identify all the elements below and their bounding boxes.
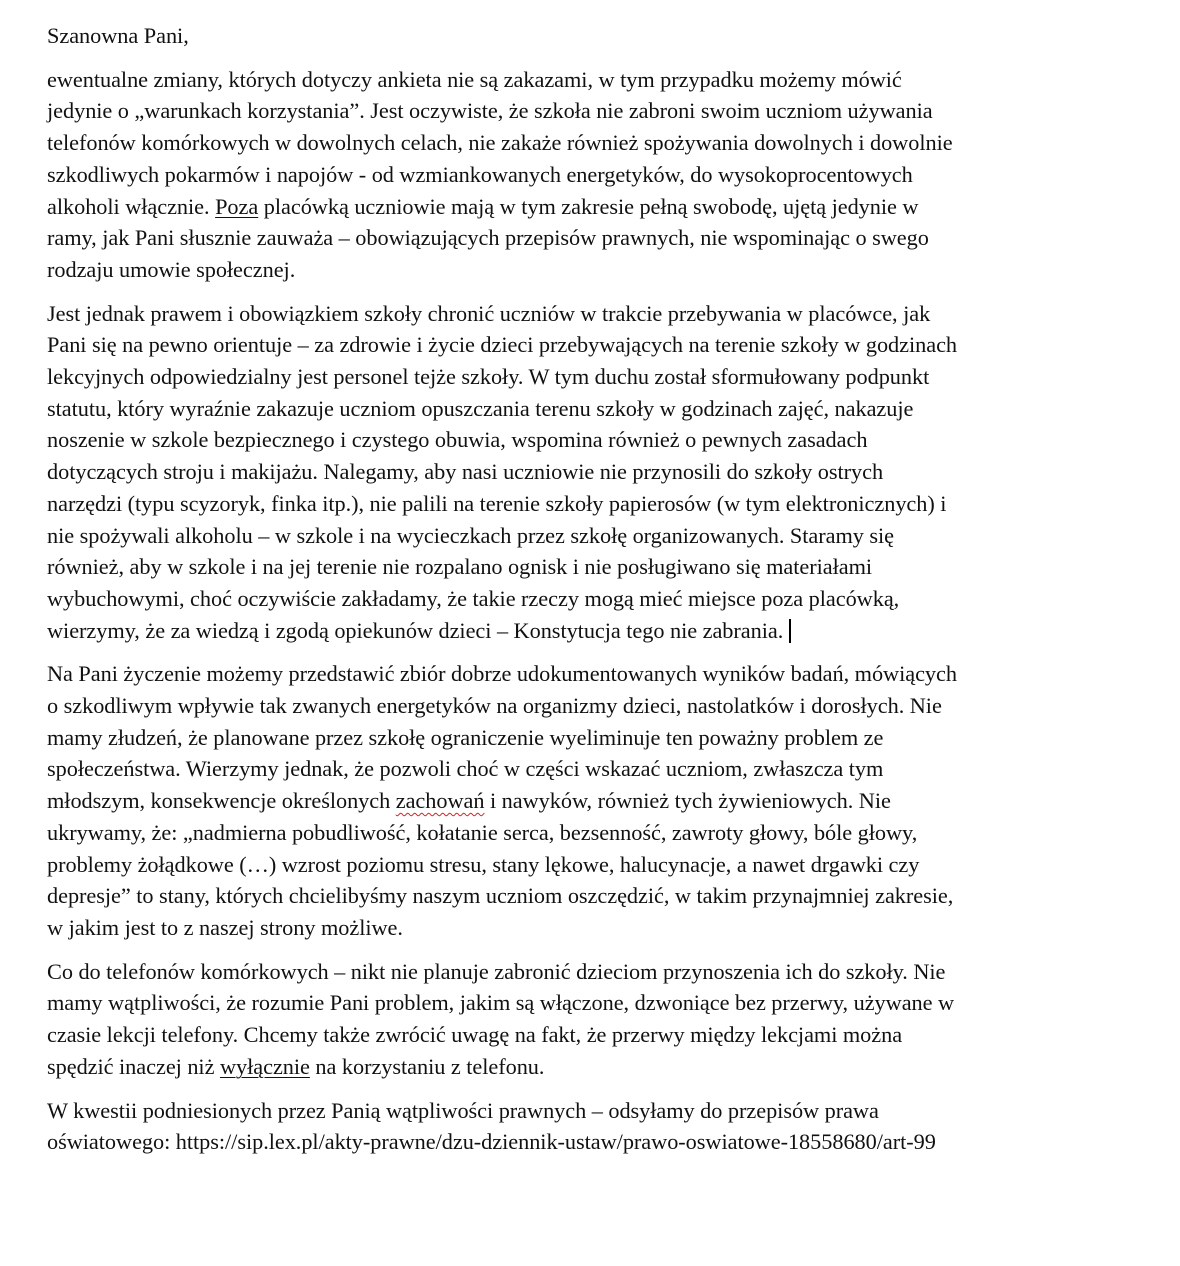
text-segment: na korzystaniu z telefonu. (309, 1053, 545, 1079)
text-segment: młodszym, konsekwencje określonych (47, 788, 396, 814)
text-line (47, 191, 1157, 223)
underlined-word-poza: Poza (215, 193, 259, 219)
text-segment: i nawyków, również tych żywieniowych. Nie (484, 788, 891, 814)
text-line: statutu, który wyraźnie zakazuje uczniom opuszczania terenu szkoły w godzinach zajęć, nakazuje (47, 395, 914, 421)
text-line: Na Pani życzenie możemy przedstawić zbiór dobrze udokumentowanych wyników badań, mówiących (47, 661, 957, 687)
text-line: ewentualne zmiany, których dotyczy ankieta nie są zakazami, w tym przypadku możemy mówić (47, 66, 902, 92)
greeting-text: Szanowna Pani, (47, 23, 189, 48)
text-segment: wierzymy, że za wiedzą i zgodą opiekunów dzieci – Konstytucja tego nie zabrania. (47, 617, 784, 643)
text-line: lekcyjnych odpowiedzialny jest personel tejże szkoły. W tym duchu został sformułowany podpunkt (47, 364, 930, 390)
paragraph-1 (47, 64, 1157, 286)
text-line: depresje” to stany, których chcielibyśmy naszym uczniom oszczędzić, w takim przynajmniej zakresie, (47, 883, 954, 909)
text-line: mamy wątpliwości, że rozumie Pani problem, jakim są włączone, dzwoniące bez przerwy, używane w (47, 990, 955, 1016)
url-line: oświatowego: https://sip.lex.pl/akty-prawne/dzu-dziennik-ustaw/prawo-oswiatowe-18558680/art-99 (47, 1129, 936, 1155)
text-segment: placówką uczniowie mają w tym zakresie pełną swobodę, ujętą jedynie w (258, 193, 919, 219)
text-line: ukrywamy, że: „nadmierna pobudliwość, kołatanie serca, bezsenność, zawroty głowy, bóle głowy, (47, 819, 918, 845)
paragraph-4 (47, 956, 1157, 1083)
text-segment: alkoholi włącznie. (47, 193, 216, 219)
text-line (47, 1051, 1157, 1083)
text-line: ramy, jak Pani słusznie zauważa – obowiązujących przepisów prawnych, nie wspominając o swego (47, 225, 929, 251)
text-line: społeczeństwa. Wierzymy jednak, że pozwoli choć w części wskazać uczniom, zwłaszcza tym (47, 756, 884, 782)
text-line: o szkodliwym wpływie tak zwanych energetyków na organizmy dzieci, nastolatków i dorosłych. Nie (47, 693, 942, 719)
text-line (47, 785, 1157, 817)
text-line (47, 615, 1157, 647)
text-line: Co do telefonów komórkowych – nikt nie planuje zabronić dzieciom przynoszenia ich do szkoły. Nie (47, 958, 946, 984)
text-line: jedynie o „warunkach korzystania”. Jest oczywiste, że szkoła nie zabroni swoim uczniom używania (47, 98, 933, 124)
paragraph-2 (47, 298, 1157, 647)
text-line: rodzaju umowie społecznej. (47, 256, 296, 282)
greeting (47, 20, 1157, 52)
underlined-word-wylacznie: wyłącznie (219, 1053, 310, 1079)
text-line: w jakim jest to z naszej strony możliwe. (47, 914, 403, 940)
text-line: wybuchowymi, choć oczywiście zakładamy, że takie rzeczy mogą mieć miejsce poza placówką, (47, 585, 900, 611)
text-line: szkodliwych pokarmów i napojów - od wzmiankowanych energetyków, do wysokoprocentowych (47, 161, 913, 187)
text-line: czasie lekcji telefony. Chcemy także zwrócić uwagę na fakt, że przerwy między lekcjami można (47, 1022, 903, 1048)
spellcheck-flagged-word[interactable]: zachowań (395, 788, 485, 814)
paragraph-5 (47, 1095, 1157, 1158)
text-segment: spędzić inaczej niż (47, 1053, 220, 1079)
text-line: dotyczących stroju i makijażu. Nalegamy, aby nasi uczniowie nie przynosili do szkoły ostrych (47, 459, 884, 485)
text-line: mamy złudzeń, że planowane przez szkołę ograniczenie wyeliminuje ten poważny problem ze (47, 724, 884, 750)
text-line: Pani się na pewno orientuje – za zdrowie i życie dzieci przebywających na terenie szkoły w godzinach (47, 332, 958, 358)
document-page[interactable] (47, 20, 1157, 1170)
text-line: również, aby w szkole i na jej terenie nie rozpalano ognisk i nie posługiwano się materiałami (47, 554, 873, 580)
text-line: telefonów komórkowych w dowolnych celach, nie zakaże również spożywania dowolnych i dowolnie (47, 130, 953, 156)
text-line: problemy żołądkowe (…) wzrost poziomu stresu, stany lękowe, halucynacje, a nawet drgawki czy (47, 851, 920, 877)
text-line: nie spożywali alkoholu – w szkole i na wycieczkach przez szkołę organizowanych. Staramy się (47, 522, 894, 548)
text-line: noszenie w szkole bezpiecznego i czystego obuwia, wspomina również o pewnych zasadach (47, 427, 868, 453)
text-line: W kwestii podniesionych przez Panią wątpliwości prawnych – odsyłamy do przepisów prawa (47, 1097, 879, 1123)
text-cursor (789, 619, 791, 643)
text-line: narzędzi (typu scyzoryk, finka itp.), nie palili na terenie szkoły papierosów (w tym elektronicznych) i (47, 490, 947, 516)
paragraph-3 (47, 658, 1157, 943)
text-line: Jest jednak prawem i obowiązkiem szkoły chronić uczniów w trakcie przebywania w placówce, jak (47, 300, 931, 326)
